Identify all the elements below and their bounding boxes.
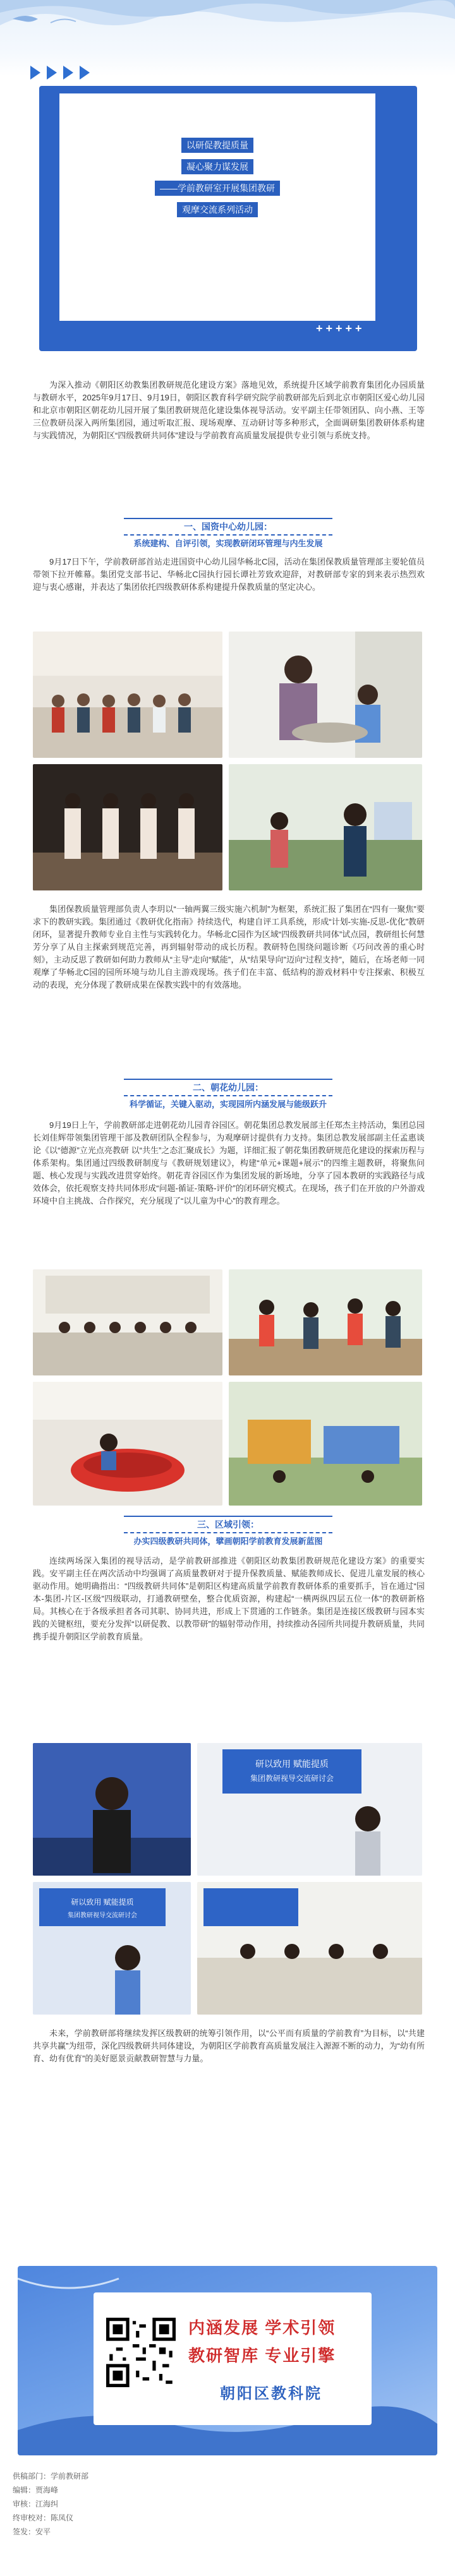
credits	[13, 2469, 88, 2539]
top-banner	[0, 0, 455, 76]
title-line: 观摩交流系列活动	[177, 202, 258, 217]
section-number: 一、国资中心幼儿园：	[124, 518, 332, 536]
svg-text:研以致用 赋能提质: 研以致用 赋能提质	[255, 1759, 329, 1769]
section-number: 三、区域引领：	[124, 1516, 332, 1533]
section-heading-3	[124, 1516, 332, 1547]
triangle-icon	[80, 66, 90, 80]
activity-photo	[229, 1382, 422, 1506]
organization-name: 朝阳区教科院	[220, 2385, 322, 2402]
section2-paragraph: 9月19日上午，学前教研部走进朝花幼儿园青谷园区。朝花集团总教发展部主任郑杰主持活动，集团总园长刘佳辉带领集团管理干部及教研团队全程参与，为观摩研讨提供有力支持。集团总教发展部副主任孟惠谈论《以“德源”立光点亮教研 以“共生”之态汇聚成长》为题，详细汇报了朝花集团教研规范化建设的探索历程与体系架构。集团通过四级教研制度与《教研规划建议》，构建“单元+课题+展示”的四维主题教研，将聚焦问题、核心发现与实践改进贯穿始终。朝花青谷园区作为集团发展的新场地，分享了园本教研的实践路径与成效体会，依托观察支持共同体形成“问题-循证-策略-评价”的闭环研究模式。在现场，孩子们在开放的户外游戏环境中自主挑战、合作探究，充分展现了“以儿童为中心”的教育理念。	[33, 1120, 425, 1206]
section-subtitle: 系统建构、自评引领，实现教研闭环管理与内生发展	[133, 539, 323, 548]
credit-line: 供稿部门：学前教研部	[13, 2472, 89, 2481]
triangle-icon	[63, 66, 73, 80]
svg-text:集团教研视导交流研讨会: 集团教研视导交流研讨会	[68, 1912, 137, 1919]
credit-line: 签发：安平	[13, 2527, 51, 2536]
section-heading-1	[124, 518, 332, 549]
activity-photo	[197, 1743, 422, 1876]
slogan-line-1: 内涵发展 学术引领	[188, 2318, 336, 2337]
activity-photo	[197, 1882, 422, 2015]
section3-paragraph: 连续两场深入集团的视导活动，是学前教研部推进《朝阳区幼教集团教研规范化建设方案》的重要实践。安平副主任在两次活动中均强调了高质量教研对于提升保教质量、赋能教师成长、促进儿童发展的核心驱动作用。她明确指出：“四级教研共同体”是朝阳区构建高质量学前教育教研体系的重要抓手，旨在通过“园本-集团-片区-区级”四级联动，打通教研壁垒，整合优质资源，构建起“一横两纵四层五位一体”的教研新格局。其核心在于各级承担者各司其职、协同共进，形成上下贯通的工作链条。集团是连接区级教研与园本实践的关键枢纽，要充分发挥“以研促教、以教带研”的辐射带动作用，持续推动各园所共同提升教研质量，共同携手提升朝阳区学前教育质量。	[33, 1556, 425, 1641]
title-line: 凝心聚力谋发展	[181, 159, 253, 174]
closing-paragraph: 未来，学前教研部将继续发挥区级教研的统筹引领作用，以“公平而有质量的学前教育”为目标，以“共建共享共赢”为纽带，深化四级教研共同体建设，为朝阳区学前教育高质量发展注入源源不断的动力，为“幼有所育、幼有优育”的美好愿景贡献教研智慧与力量。	[33, 2028, 425, 2063]
section-subtitle: 科学循证，关键入驱动，实现园所内涵发展与能级跃升	[129, 1099, 327, 1109]
section-subtitle: 办实四级教研共同体，擘画朝阳学前教育发展新蓝图	[133, 1537, 323, 1546]
activity-photo	[33, 1743, 191, 1876]
svg-text:研以致用 赋能提质: 研以致用 赋能提质	[71, 1898, 134, 1907]
section1-paragraph-2: 集团保教质量管理部负责人李玥以“一轴两翼三级实施六机制”为框架，系统汇报了集团在“四有一聚焦”要求下的教研实践。集团通过《教研优化指南》持续迭代，构建自评工具系统，形成“计划-实施-反思-优化”教研闭环，显著提升教师专业自主性与实践转化力。华畅北C园作为区域“四级教研共同体”试点园，教研组长何慧芳分享了从自主探索到规范完善，再到辐射带动的成长历程。教研特色围绕问题诊断《巧问改善的重心时刻》，主动反思了教研如何助力教师从“主导”走向“赋能”，从“结果导向”迈向“过程支持”，随后，在场老师一同观摩了华畅北C园的园所环境与幼儿自主游戏现场。孩子们在丰富、低结构的游戏材料中专注探索、积极互动的表现，充分体现了教研成果在保教实践中的有效落地。	[33, 904, 425, 990]
activity-photo	[33, 1269, 222, 1375]
activity-photo	[33, 1882, 191, 2015]
credit-line: 终审校对：陈凤仪	[13, 2513, 74, 2522]
qr-code-icon	[106, 2318, 176, 2387]
activity-photo	[33, 1382, 222, 1506]
slogan-line-2: 教研智库 专业引擎	[188, 2346, 336, 2365]
activity-photo	[229, 1269, 422, 1375]
title-box	[59, 93, 375, 321]
section-heading-2	[124, 1079, 332, 1110]
intro-paragraph: 为深入推动《朝阳区幼教集团教研规范化建设方案》落地见效，系统提升区域学前教育集团化办园质量与教研水平，2025年9月17日、9月19日，朝阳区教育科学研究院学前教研部先后到北京市朝阳区爱心幼儿园和北京市朝阳区朝花幼儿园开展了集团教研规范化建设集体视导活动。安平副主任带领团队、向小燕、王等三位教研员深入两所集团园，通过听取汇报、现场观摩、互动研讨等多种形式，全面调研集团教研体系构建与实践情况，为朝阳区“四级教研共同体”建设与学前教育高质量发展提供专业引领与系统支持。	[33, 380, 425, 440]
wave-decoration	[0, 0, 455, 76]
credit-line: 审核：江海纠	[13, 2500, 59, 2508]
activity-photo	[33, 764, 222, 890]
svg-text:集团教研视导交流研讨会: 集团教研视导交流研讨会	[250, 1774, 334, 1783]
credit-line: 编辑：贾海峰	[13, 2486, 59, 2495]
arrow-decoration	[30, 66, 90, 80]
plus-decoration: + + + + +	[316, 322, 362, 335]
activity-photo	[229, 764, 422, 890]
section-number: 二、朝花幼儿园：	[124, 1079, 332, 1096]
title-line: ——学前教研室开展集团教研	[155, 181, 280, 196]
section1-paragraph-1: 9月17日下午，学前教研部首站走进国资中心幼儿园华畅北C园，活动在集团保教质量管理部主要轮值员带领下拉开帷幕。集团党支部书记、华畅北C园执行园长谭社芳致欢迎辞，对教研部专家的到来表示热烈欢迎与衷心感谢，并表达了集团依托四级教研体系构建提升保教质量的坚定决心。	[33, 557, 425, 592]
activity-photo	[229, 632, 422, 758]
footer-panel	[94, 2292, 372, 2425]
footer-card	[18, 2266, 437, 2455]
activity-photo	[33, 632, 222, 758]
triangle-icon	[47, 66, 57, 80]
triangle-icon	[30, 66, 40, 80]
title-lines	[59, 138, 375, 217]
title-line: 以研促教提质量	[181, 138, 253, 153]
